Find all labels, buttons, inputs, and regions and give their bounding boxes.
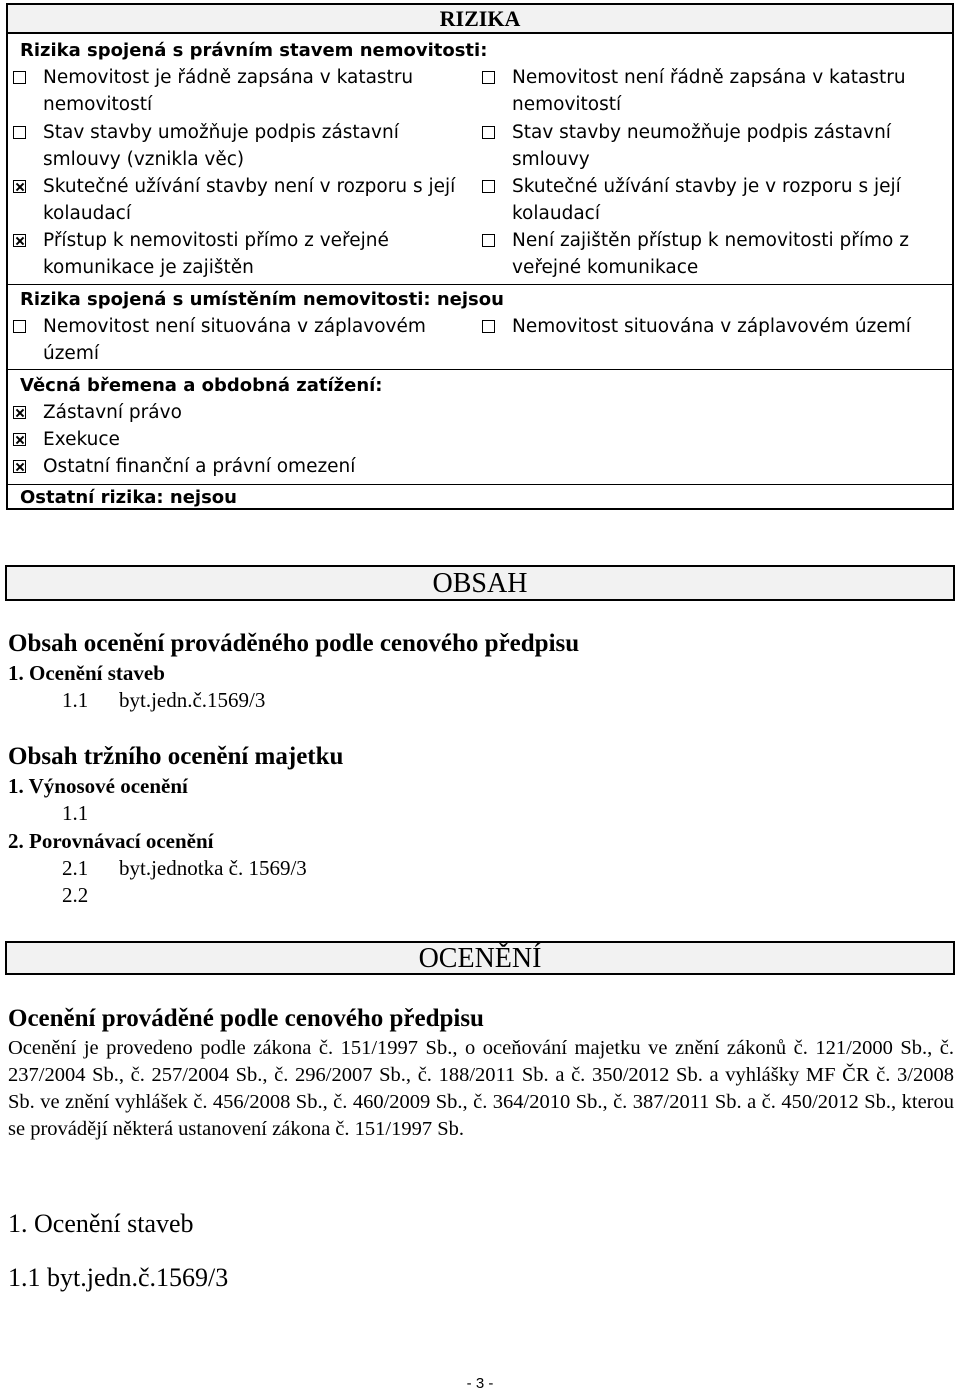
- burden-item-zastavni-pravo[interactable]: Zástavní právo: [13, 399, 613, 426]
- obsah-porovnavaci[interactable]: 2. Porovnávací ocenění: [8, 829, 214, 853]
- oceneni-header: [5, 941, 955, 975]
- oceneni-heading: Ocenění prováděné podle cenového předpisu: [8, 1005, 484, 1032]
- burden-heading: Věcná břemena a obdobná zatížení:: [20, 375, 383, 396]
- location-item-right[interactable]: Nemovitost situována v záplavovém území: [482, 313, 942, 340]
- divider: [8, 484, 952, 485]
- obsah-item-1-1-number: 1.1: [62, 688, 89, 712]
- other-heading: Ostatní rizika: nejsou: [20, 487, 237, 508]
- obsah-item-1-1-link[interactable]: byt.jedn.č.1569/3: [119, 688, 266, 712]
- location-heading: Rizika spojená s umístěním nemovitosti: nejsou: [20, 289, 504, 310]
- legal-item-3-left[interactable]: Skutečné užívání stavby není v rozporu s její kolaudací: [13, 173, 463, 227]
- checkbox-unchecked-icon[interactable]: [13, 320, 26, 333]
- legal-item-1-left[interactable]: Nemovitost je řádně zapsána v katastru nemovitostí: [13, 64, 458, 118]
- oceneni-paragraph: Ocenění je provedeno podle zákona č. 151/1997 Sb., o oceňování majetku ve znění zákonů č. 121/2000 Sb., č. 237/2004 Sb., č. 257/2004 Sb., č. 296/2007 Sb., č. 188/2011 Sb. a č. 350/2012 Sb. a vyhlášky MF ČR č. 3/2008 Sb. ve znění vyhlášek č. 456/2008 Sb., č. 460/2009 Sb., č. 364/2010 Sb., č. 387/2011 Sb. a č. 450/2012 Sb., kterou se provádějí některá ustanovení zákona č. 151/1997 Sb.: [8, 1037, 954, 1140]
- checkbox-checked-icon[interactable]: [13, 433, 26, 446]
- checkbox-unchecked-icon[interactable]: [13, 126, 26, 139]
- checkbox-unchecked-icon[interactable]: [482, 234, 495, 247]
- oceneni-title: OCENĚNÍ: [418, 943, 542, 974]
- legal-item-4-left[interactable]: Přístup k nemovitosti přímo z veřejné komunikace je zajištěn: [13, 227, 413, 281]
- divider: [8, 284, 952, 285]
- legal-item-2-right[interactable]: Stav stavby neumožňuje podpis zástavní smlouvy: [482, 119, 922, 173]
- legal-heading: Rizika spojená s právním stavem nemovitosti:: [20, 40, 488, 61]
- divider: [8, 369, 952, 370]
- page-number: - 3 -: [466, 1375, 494, 1392]
- obsah-title: OBSAH: [432, 568, 528, 599]
- location-item-left[interactable]: Nemovitost není situována v záplavovém území: [13, 313, 458, 367]
- rizika-title: RIZIKA: [439, 6, 521, 31]
- rizika-box: [6, 3, 954, 510]
- checkbox-unchecked-icon[interactable]: [482, 71, 495, 84]
- checkbox-unchecked-icon[interactable]: [482, 126, 495, 139]
- legal-item-2-left[interactable]: Stav stavby umožňuje podpis zástavní smlouvy (vznikla věc): [13, 119, 458, 173]
- legal-item-4-right[interactable]: Není zajištěn přístup k nemovitosti přímo z veřejné komunikace: [482, 227, 927, 281]
- rizika-header: [8, 5, 952, 34]
- oceneni-subheading-1: 1. Ocenění staveb: [8, 1209, 194, 1238]
- checkbox-checked-icon[interactable]: [13, 180, 26, 193]
- obsah-item-2-1-number: 2.1: [62, 856, 89, 880]
- burden-item-exekuce[interactable]: Exekuce: [13, 426, 613, 453]
- checkbox-checked-icon[interactable]: [13, 460, 26, 473]
- obsah-item-v1-1-number[interactable]: 1.1: [62, 801, 89, 825]
- checkbox-checked-icon[interactable]: [13, 406, 26, 419]
- legal-item-1-right[interactable]: Nemovitost není řádně zapsána v katastru nemovitostí: [482, 64, 922, 118]
- checkbox-unchecked-icon[interactable]: [482, 180, 495, 193]
- checkbox-unchecked-icon[interactable]: [13, 71, 26, 84]
- burden-item-ostatni[interactable]: Ostatní finanční a právní omezení: [13, 453, 613, 480]
- oceneni-subheading-2: 1.1 byt.jedn.č.1569/3: [8, 1263, 229, 1292]
- checkbox-unchecked-icon[interactable]: [482, 320, 495, 333]
- obsah-heading-1: Obsah ocenění prováděného podle cenového předpisu: [8, 630, 580, 657]
- legal-item-3-right[interactable]: Skutečné užívání stavby je v rozporu s její kolaudací: [482, 173, 922, 227]
- checkbox-checked-icon[interactable]: [13, 234, 26, 247]
- obsah-header: [5, 565, 955, 601]
- obsah-vynosove[interactable]: 1. Výnosové ocenění: [8, 774, 188, 798]
- obsah-section-1[interactable]: 1. Ocenění staveb: [8, 661, 165, 685]
- obsah-item-2-1-link[interactable]: byt.jednotka č. 1569/3: [119, 856, 307, 880]
- obsah-heading-2: Obsah tržního ocenění majetku: [8, 743, 344, 770]
- obsah-item-2-2-number[interactable]: 2.2: [62, 883, 89, 907]
